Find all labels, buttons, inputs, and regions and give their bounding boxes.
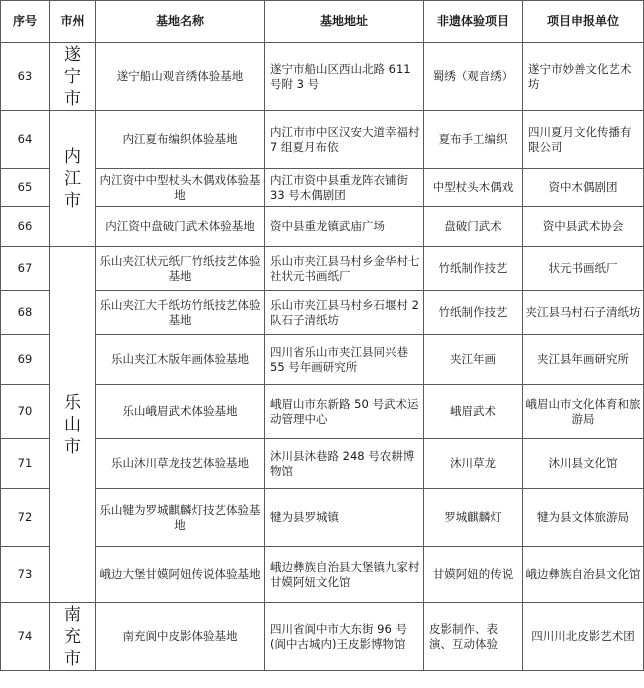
base-name: 乐山夹江大千纸坊竹纸技艺体验基地 [96,291,265,335]
row-no: 70 [1,385,50,439]
applicant-unit: 沐川县文化馆 [523,439,644,489]
base-name: 乐山沐川草龙技艺体验基地 [96,439,265,489]
base-name: 内江资中中型杖头木偶戏体验基地 [96,169,265,207]
city-label: 乐山市 [64,392,81,457]
base-address: 内江市资中县重龙阵衣铺街 33 号木偶剧团 [265,169,424,207]
base-name: 遂宁船山观音绣体验基地 [96,43,265,111]
base-address: 乐山市夹江县马村乡金华村七社状元书画纸厂 [265,247,424,291]
applicant-unit: 夹江县马村石子清纸坊 [523,291,644,335]
base-name: 乐山夹江状元纸厂竹纸技艺体验基地 [96,247,265,291]
base-name: 乐山犍为罗城麒麟灯技艺体验基地 [96,489,265,547]
heritage-project: 沐川草龙 [424,439,523,489]
base-address: 内江市市中区汉安大道幸福村 7 组夏月布依 [265,111,424,169]
row-no: 71 [1,439,50,489]
base-address: 峨眉山市东新路 50 号武术运动管理中心 [265,385,424,439]
table-row [1,247,644,291]
row-no: 65 [1,169,50,207]
table-row [1,207,644,247]
heritage-project: 蜀绣（观音绣） [424,43,523,111]
applicant-unit: 资中木偶剧团 [523,169,644,207]
header-no: 序号 [1,1,50,43]
header-unit: 项目申报单位 [523,1,644,43]
table-row [1,43,644,111]
applicant-unit: 峨眉山市文化体育和旅游局 [523,385,644,439]
heritage-project: 皮影制作、表演、互动体验 [424,603,523,671]
city-label: 内江市 [64,146,81,211]
row-no: 69 [1,335,50,385]
applicant-unit: 资中县武术协会 [523,207,644,247]
base-address: 沐川县沐巷路 248 号农耕博物馆 [265,439,424,489]
applicant-unit: 峨边彝族自治县文化馆 [523,547,644,603]
base-name: 峨边大堡甘嫫阿妞传说体验基地 [96,547,265,603]
row-no: 64 [1,111,50,169]
row-no: 63 [1,43,50,111]
table-row [1,547,644,603]
row-no: 66 [1,207,50,247]
city-cell-suining [50,43,96,111]
heritage-project: 峨眉武术 [424,385,523,439]
table-row [1,439,644,489]
heritage-project: 竹纸制作技艺 [424,291,523,335]
city-label: 南充市 [64,604,81,669]
table-row [1,111,644,169]
base-address: 峨边彝族自治县大堡镇九家村甘嫫阿妞文化馆 [265,547,424,603]
city-cell-leshan [50,247,96,603]
table-row [1,169,644,207]
row-no: 68 [1,291,50,335]
base-address: 资中县重龙镇武庙广场 [265,207,424,247]
row-no: 74 [1,603,50,671]
row-no: 72 [1,489,50,547]
row-no: 73 [1,547,50,603]
applicant-unit: 遂宁市妙善文化艺术坊 [523,43,644,111]
row-no: 67 [1,247,50,291]
table-row [1,385,644,439]
header-city: 市州 [50,1,96,43]
base-address: 犍为县罗城镇 [265,489,424,547]
header-project: 非遗体验项目 [424,1,523,43]
base-name: 内江资中盘破门武术体验基地 [96,207,265,247]
base-name: 乐山夹江木版年画体验基地 [96,335,265,385]
applicant-unit: 四川夏月文化传播有限公司 [523,111,644,169]
heritage-project: 中型杖头木偶戏 [424,169,523,207]
base-address: 乐山市夹江县马村乡石堰村 2 队石子清纸坊 [265,291,424,335]
table-row [1,603,644,671]
header-base-name: 基地名称 [96,1,265,43]
heritage-project: 竹纸制作技艺 [424,247,523,291]
base-name: 乐山峨眉武术体验基地 [96,385,265,439]
base-name: 南充阆中皮影体验基地 [96,603,265,671]
applicant-unit: 夹江县年画研究所 [523,335,644,385]
city-label: 遂宁市 [64,44,81,109]
applicant-unit: 四川川北皮影艺术团 [523,603,644,671]
city-cell-neijiang [50,111,96,247]
table-row [1,489,644,547]
heritage-project: 甘嫫阿妞的传说 [424,547,523,603]
heritage-project: 夏布手工编织 [424,111,523,169]
base-address: 遂宁市船山区西山北路 611 号附 3 号 [265,43,424,111]
header-row [1,1,644,43]
heritage-project: 盘破门武术 [424,207,523,247]
table-row [1,335,644,385]
base-address: 四川省阆中市大东街 96 号(阆中古城内)王皮影博物馆 [265,603,424,671]
base-address: 四川省乐山市夹江县同兴巷 55 号年画研究所 [265,335,424,385]
heritage-project: 罗城麒麟灯 [424,489,523,547]
heritage-project: 夹江年画 [424,335,523,385]
applicant-unit: 状元书画纸厂 [523,247,644,291]
applicant-unit: 犍为县文体旅游局 [523,489,644,547]
base-name: 内江夏布编织体验基地 [96,111,265,169]
table-row [1,291,644,335]
city-cell-nanchong [50,603,96,671]
header-address: 基地地址 [265,1,424,43]
